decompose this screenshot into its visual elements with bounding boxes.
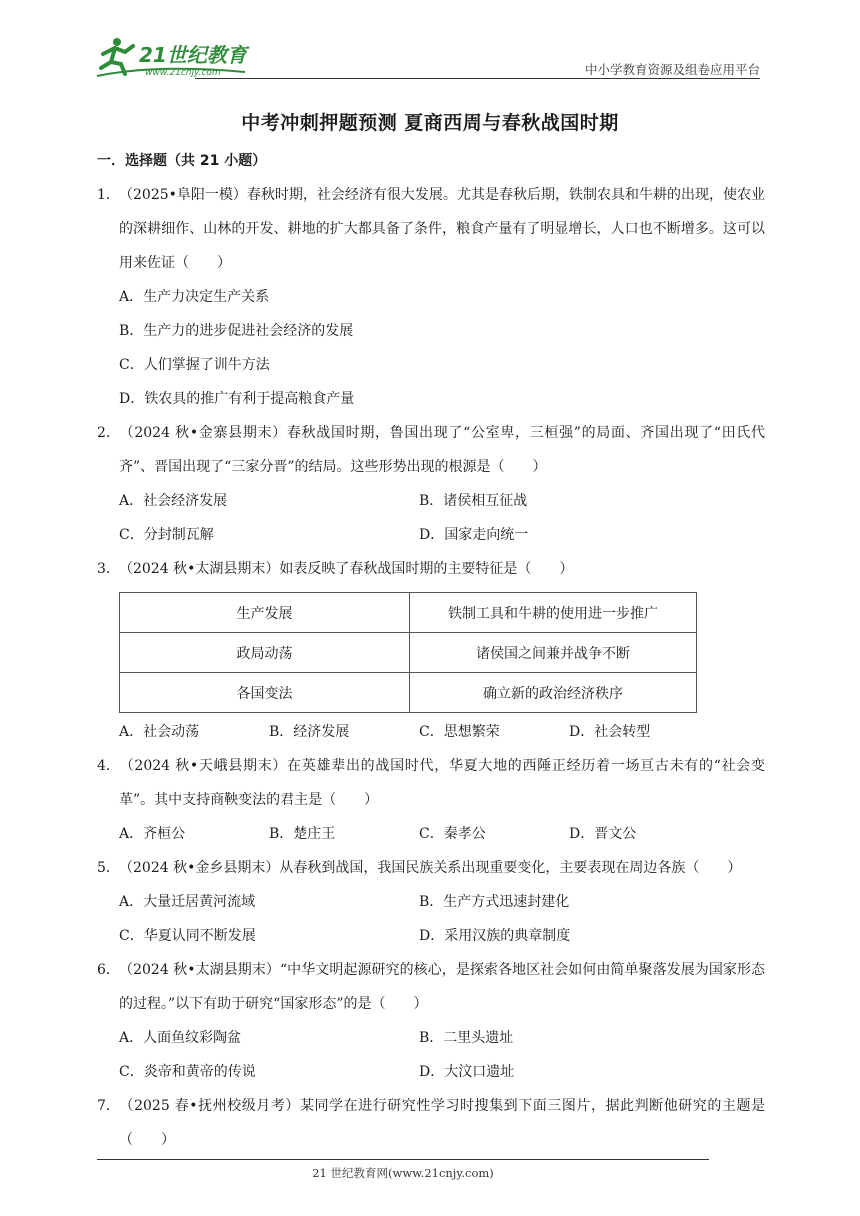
- option-a[interactable]: A．人面鱼纹彩陶盆: [119, 1030, 242, 1046]
- question-list: [97, 178, 765, 1157]
- option-b[interactable]: B．经济发展: [269, 724, 350, 740]
- option-a[interactable]: A．齐桓公: [119, 826, 186, 842]
- option-list: [97, 484, 765, 552]
- option-list: [97, 715, 765, 749]
- option-list: [97, 1021, 765, 1089]
- question-text: （2024 秋•金乡县期末）从春秋到战国，我国民族关系出现重要变化，主要表现在周边各族（ ）: [119, 860, 742, 876]
- option-d[interactable]: D．国家走向统一: [419, 527, 529, 543]
- option-c[interactable]: C．人们掌握了训牛方法: [119, 357, 270, 373]
- runner-logo-icon: [95, 34, 275, 80]
- question-7: [97, 1089, 765, 1157]
- option-c[interactable]: C．秦孝公: [419, 826, 486, 842]
- option-d[interactable]: D．铁农具的推广有利于提高粮食产量: [119, 391, 355, 407]
- question-stem: [97, 953, 765, 1021]
- page-header: [95, 30, 760, 82]
- question-6: [97, 953, 765, 1089]
- option-list: [97, 817, 765, 851]
- option-d[interactable]: D．采用汉族的典章制度: [419, 928, 571, 944]
- option-c[interactable]: C．华夏认同不断发展: [119, 928, 256, 944]
- question-stem: [97, 749, 765, 817]
- table-cell: 政局动荡: [120, 633, 410, 673]
- table-cell: 诸侯国之间兼并战争不断: [410, 633, 697, 673]
- question-text: （2025•阜阳一模）春秋时期，社会经济有很大发展。尤其是春秋后期，铁制农具和牛耕的出现，使农业的深耕细作、山林的开发、耕地的扩大都具备了条件，粮食产量有了明显增长，人口也不断增多。这可以用来佐证（ ）: [119, 187, 765, 271]
- page-title: 中考冲刺押题预测 夏商西周与春秋战国时期: [241, 112, 619, 134]
- option-a[interactable]: A．社会动荡: [119, 724, 200, 740]
- table-cell: 确立新的政治经济秩序: [410, 673, 697, 713]
- table-row: [120, 673, 697, 713]
- question-5: [97, 851, 765, 953]
- site-logo: [95, 34, 275, 80]
- question-4: [97, 749, 765, 851]
- svg-text:21世纪教育: 21世纪教育: [139, 43, 247, 67]
- footer-divider: [97, 1159, 709, 1160]
- option-list: [97, 280, 765, 416]
- option-d[interactable]: D．晋文公: [569, 826, 637, 842]
- question-text: （2025 春•抚州校级月考）某同学在进行研究性学习时搜集到下面三图片，据此判断他研究的主题是（ ）: [119, 1098, 765, 1148]
- question-number: 3．: [97, 561, 120, 577]
- question-number: 2．: [97, 425, 120, 441]
- question-number: 5．: [97, 860, 120, 876]
- question-number: 7．: [97, 1098, 120, 1114]
- header-divider: [195, 78, 760, 79]
- table-cell: 铁制工具和牛耕的使用进一步推广: [410, 593, 697, 633]
- option-d[interactable]: D．大汶口遗址: [419, 1064, 515, 1080]
- option-b[interactable]: B．生产方式迅速封建化: [419, 894, 570, 910]
- section-heading: 一．选择题（共 21 小题）: [97, 153, 267, 169]
- table-row: [120, 593, 697, 633]
- option-b[interactable]: B．二里头遗址: [419, 1030, 514, 1046]
- page-footer: 21 世纪教育网(www.21cnjy.com): [312, 1166, 494, 1180]
- table-cell: 生产发展: [120, 593, 410, 633]
- option-list: [97, 885, 765, 953]
- question-stem: [97, 178, 765, 280]
- question-number: 4．: [97, 758, 120, 774]
- option-b[interactable]: B．诸侯相互征战: [419, 493, 528, 509]
- question-stem: [97, 552, 765, 586]
- question-number: 1．: [97, 187, 120, 203]
- table-row: [120, 633, 697, 673]
- table-cell: 各国变法: [120, 673, 410, 713]
- question-2: [97, 416, 765, 552]
- question-text: （2024 秋•天峨县期末）在英雄辈出的战国时代，华夏大地的西陲正经历着一场亘古未有的“社会变革”。其中支持商鞅变法的君主是（ ）: [119, 758, 765, 808]
- question-number: 6．: [97, 962, 120, 978]
- question-stem: [97, 1089, 765, 1157]
- question-text: （2024 秋•太湖县期末）如表反映了春秋战国时期的主要特征是（ ）: [119, 561, 574, 577]
- svg-text:www.21cnjy.com: www.21cnjy.com: [145, 68, 221, 78]
- option-a[interactable]: A．生产力决定生产关系: [119, 289, 270, 305]
- feature-table: [119, 592, 697, 713]
- option-a[interactable]: A．大量迁居黄河流域: [119, 894, 256, 910]
- option-c[interactable]: C．思想繁荣: [419, 724, 500, 740]
- option-c[interactable]: C．炎帝和黄帝的传说: [119, 1064, 256, 1080]
- question-1: [97, 178, 765, 416]
- question-3: [97, 552, 765, 749]
- question-text: （2024 秋•金寨县期末）春秋战国时期，鲁国出现了“公室卑，三桓强”的局面、齐国出现了“田氏代齐”、晋国出现了“三家分晋”的结局。这些形势出现的根源是（ ）: [119, 425, 765, 475]
- option-b[interactable]: B．楚庄王: [269, 826, 336, 842]
- question-text: （2024 秋•太湖县期末）“中华文明起源研究的核心，是探索各地区社会如何由简单聚落发展为国家形态的过程。”以下有助于研究“国家形态”的是（ ）: [119, 962, 765, 1012]
- option-b[interactable]: B．生产力的进步促进社会经济的发展: [119, 323, 354, 339]
- platform-name: 中小学教育资源及组卷应用平台: [584, 62, 760, 77]
- option-c[interactable]: C．分封制瓦解: [119, 527, 214, 543]
- option-d[interactable]: D．社会转型: [569, 724, 651, 740]
- option-a[interactable]: A．社会经济发展: [119, 493, 228, 509]
- question-stem: [97, 851, 765, 885]
- question-stem: [97, 416, 765, 484]
